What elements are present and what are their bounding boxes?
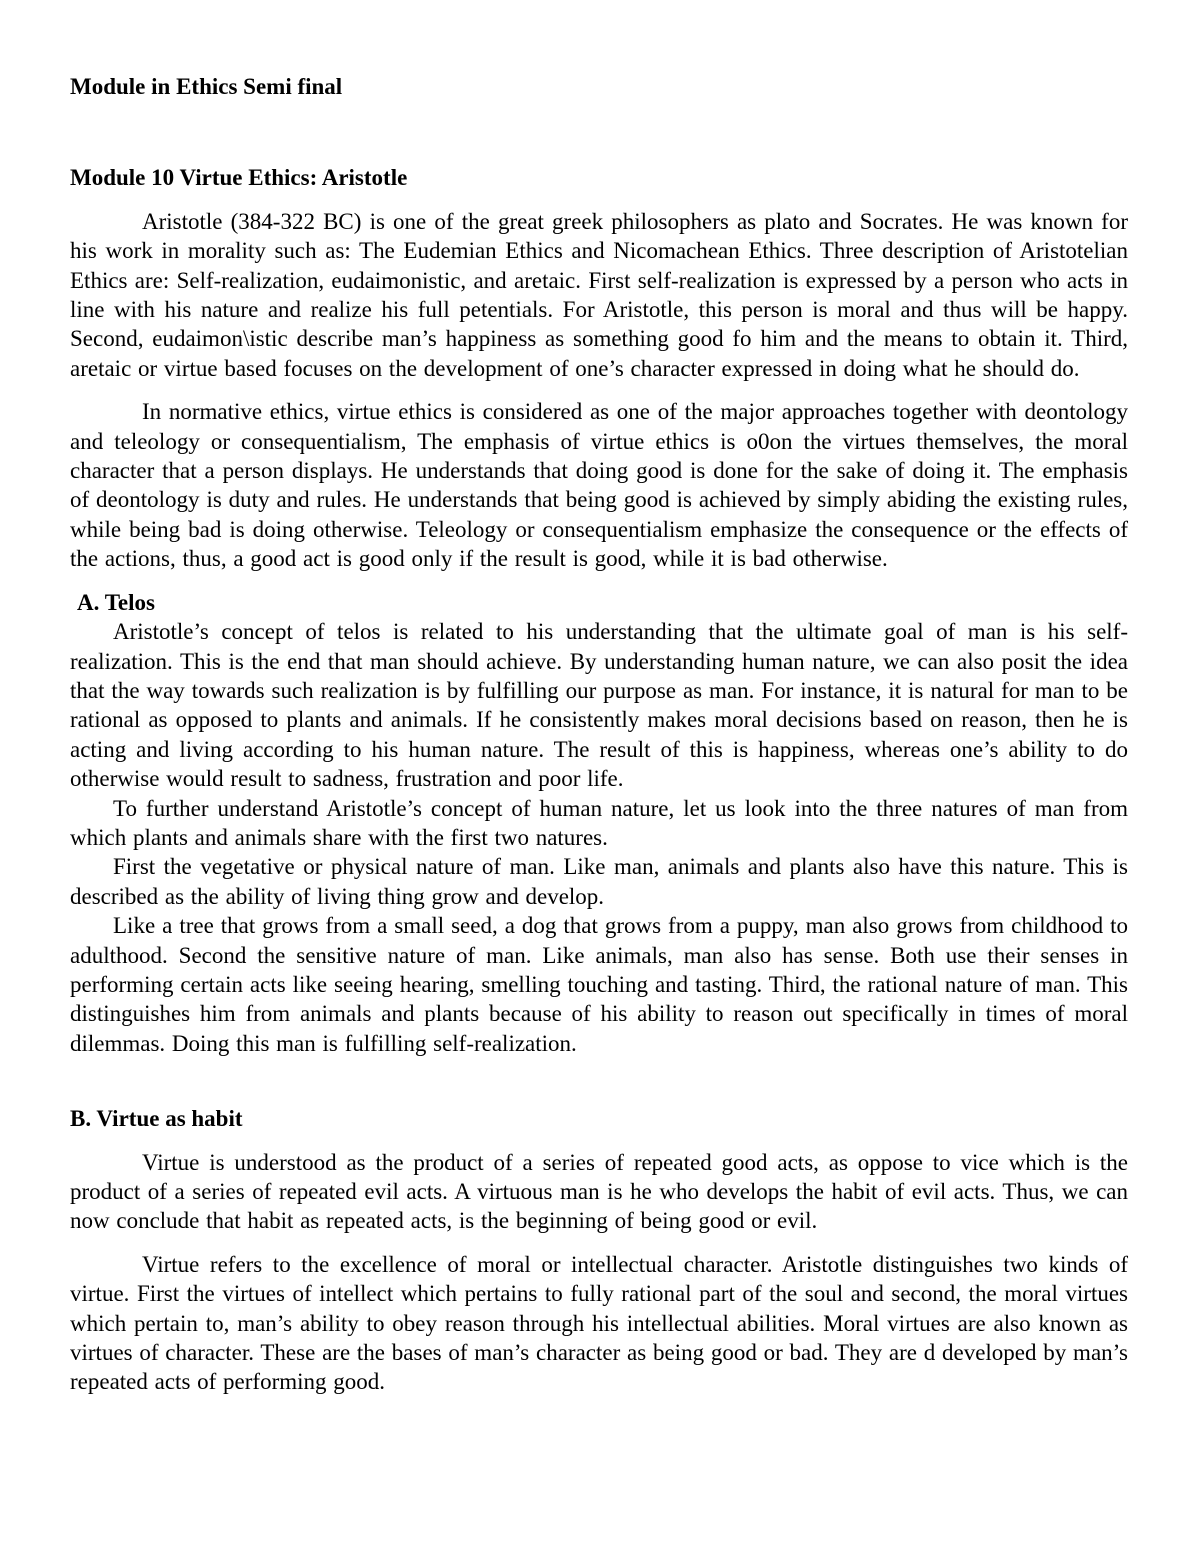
section-a-paragraph-4: Like a tree that grows from a small seed, a dog that grows from a puppy, man also grows from childhood to adulthood. Second the sensitive nature of man. Like animals, man also has sense. Both use their senses in performing certain acts like seeing hearing, smelling touching and tasting. Third, the rational nature of man. This distinguishes him from animals and plants because of his ability to reason out specifically in times of moral dilemmas. Doing this man is fulfilling self-realization. (70, 913, 1128, 1056)
section-a-paragraph-3: First the vegetative or physical nature of man. Like man, animals and plants also have this nature. This is described as the ability of living thing grow and develop. (70, 854, 1128, 909)
document-page (70, 72, 1128, 1411)
module-title: Module 10 Virtue Ethics: Aristotle (70, 165, 408, 191)
section-a-paragraph-2: To further understand Aristotle’s concept of human nature, let us look into the three natures of man from which plants and animals share with the first two natures. (70, 795, 1128, 850)
section-a-heading: A. Telos (77, 589, 155, 615)
section-a-paragraph-1: Aristotle’s concept of telos is related to his understanding that the ultimate goal of man is his self-realization. This is the end that man should achieve. By understanding human nature, we can also posit the idea that the way towards such realization is by fulfilling our purpose as man. For instance, it is natural for man to be rational as opposed to plants and animals. If he consistently makes moral decisions based on reason, then he is acting and living according to his human nature. The result of this is happiness, whereas one’s ability to do otherwise would result to sadness, frustration and poor life. (70, 619, 1128, 792)
section-b-paragraph-1: Virtue is understood as the product of a series of repeated good acts, as oppose to vice which is the product of a series of repeated evil acts. A virtuous man is he who develops the habit of evil acts. Thus, we can now conclude that habit as repeated acts, is the beginning of being good or evil. (70, 1149, 1128, 1234)
section-b-paragraph-2: Virtue refers to the excellence of moral or intellectual character. Aristotle distinguishes two kinds of virtue. First the virtues of intellect which pertains to fully rational part of the soul and second, the moral virtues which pertain to, man’s ability to obey reason through his intellectual abilities. Moral virtues are also known as virtues of character. These are the bases of man’s character as being good or bad. They are d developed by man’s repeated acts of performing good. (70, 1251, 1128, 1395)
intro-paragraph-1: Aristotle (384-322 BC) is one of the great greek philosophers as plato and Socrates. He was known for his work in morality such as: The Eudemian Ethics and Nicomachean Ethics. Three description of Aristotelian Ethics are: Self-realization, eudaimonistic, and aretaic. First self-realization is expressed by a person who acts in line with his nature and realize his full petentials. For Aristotle, this person is moral and thus will be happy. Second, eudaimon\istic describe man’s happiness as something good fo him and the means to obtain it. Third, aretaic or virtue based focuses on the development of one’s character expressed in doing what he should do. (70, 208, 1128, 381)
document-title: Module in Ethics Semi final (70, 74, 343, 99)
section-b-heading: B. Virtue as habit (70, 1106, 243, 1132)
intro-paragraph-2: In normative ethics, virtue ethics is considered as one of the major approaches together with deontology and teleology or consequentialism, The emphasis of virtue ethics is o0on the virtues themselves, the moral character that a person displays. He understands that doing good is done for the sake of doing it. The emphasis of deontology is duty and rules. He understands that being good is achieved by simply abiding the existing rules, while being bad is doing otherwise. Teleology or consequentialism emphasize the consequence or the effects of the actions, thus, a good act is good only if the result is good, while it is bad otherwise. (70, 399, 1128, 572)
